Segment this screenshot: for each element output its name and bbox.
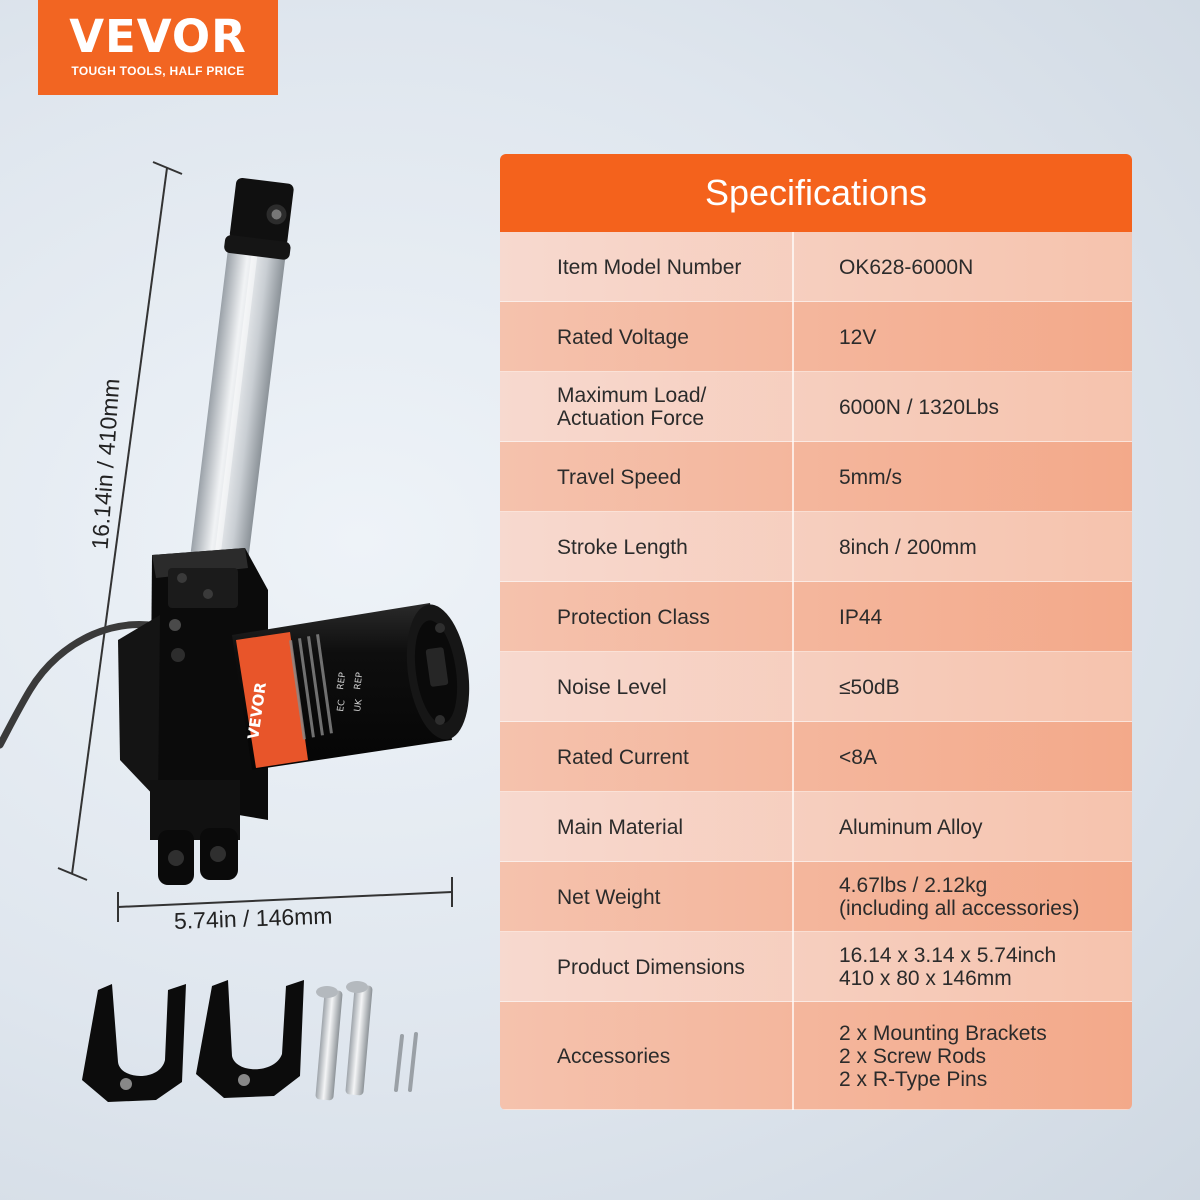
spec-row bbox=[500, 582, 1132, 652]
logo-wordmark: VEVOR bbox=[69, 10, 247, 63]
label-mark-rep: REP bbox=[336, 671, 349, 691]
spec-row bbox=[500, 232, 1132, 302]
spec-value-line: 4.67lbs / 2.12kg bbox=[839, 874, 988, 897]
spec-label-line: Rated Voltage bbox=[557, 325, 689, 349]
spec-row bbox=[500, 1002, 1132, 1110]
spec-value bbox=[794, 652, 1132, 722]
spec-label-line: Noise Level bbox=[557, 675, 667, 699]
width-dimension-label: 5.74in / 146mm bbox=[173, 902, 333, 934]
spec-value bbox=[794, 302, 1132, 372]
label-mark-rep-uk: REP bbox=[353, 671, 366, 691]
mounting-bracket-icon bbox=[82, 984, 186, 1102]
spec-label bbox=[500, 862, 794, 932]
spec-row bbox=[500, 512, 1132, 582]
spec-label bbox=[500, 932, 794, 1002]
spec-value-line: (including all accessories) bbox=[839, 897, 1080, 920]
spec-value-line: 2 x Mounting Brackets bbox=[839, 1021, 1047, 1045]
spec-label bbox=[500, 582, 794, 652]
spec-label-line: Main Material bbox=[557, 815, 684, 839]
label-mark-ec: EC bbox=[336, 699, 348, 713]
spec-value-line: 410 x 80 x 146mm bbox=[839, 967, 1012, 990]
spec-label-line: Stroke Length bbox=[557, 535, 688, 559]
spec-value bbox=[794, 792, 1132, 862]
spec-row bbox=[500, 862, 1132, 932]
spec-label-line: Net Weight bbox=[557, 885, 661, 909]
spec-value bbox=[794, 232, 1132, 302]
spec-value bbox=[794, 512, 1132, 582]
spec-row bbox=[500, 372, 1132, 442]
spec-value bbox=[794, 442, 1132, 512]
spec-label bbox=[500, 372, 794, 442]
actuator-rod bbox=[186, 177, 298, 564]
spec-value-line: IP44 bbox=[839, 605, 883, 629]
screw-rod-icon bbox=[315, 981, 373, 1101]
product-illustration bbox=[0, 0, 500, 1200]
spec-value bbox=[794, 1002, 1132, 1110]
label-mark-uk: UK bbox=[353, 698, 365, 713]
spec-value bbox=[794, 372, 1132, 442]
spec-label-line: Product Dimensions bbox=[557, 955, 745, 979]
spec-label-line: Rated Current bbox=[557, 745, 689, 769]
mounting-bracket-icon-2 bbox=[196, 980, 304, 1098]
logo-tagline: TOUGH TOOLS, HALF PRICE bbox=[71, 64, 245, 78]
specifications-table bbox=[500, 154, 1132, 1110]
spec-value-line: 2 x Screw Rods bbox=[839, 1044, 987, 1068]
spec-label-line: Accessories bbox=[557, 1044, 671, 1068]
spec-label-line: Maximum Load/ bbox=[557, 384, 707, 407]
actuator-motor bbox=[232, 600, 477, 770]
specifications-body bbox=[500, 232, 1132, 1110]
spec-label-line: Item Model Number bbox=[557, 255, 742, 279]
spec-row bbox=[500, 652, 1132, 722]
spec-label-line: Travel Speed bbox=[557, 465, 682, 489]
height-dimension-label: 16.14in / 410mm bbox=[86, 377, 125, 551]
spec-label bbox=[500, 232, 794, 302]
spec-label-line: Protection Class bbox=[557, 605, 710, 629]
spec-label bbox=[500, 652, 794, 722]
spec-value-line: 2 x R-Type Pins bbox=[839, 1067, 988, 1091]
spec-label bbox=[500, 792, 794, 862]
spec-row bbox=[500, 722, 1132, 792]
spec-label bbox=[500, 722, 794, 792]
spec-label bbox=[500, 1002, 794, 1110]
spec-label bbox=[500, 442, 794, 512]
spec-row bbox=[500, 442, 1132, 512]
spec-row bbox=[500, 302, 1132, 372]
spec-value-line: 5mm/s bbox=[839, 465, 902, 489]
specifications-title: Specifications bbox=[500, 154, 1132, 232]
spec-value-line: 12V bbox=[839, 325, 877, 349]
spec-value bbox=[794, 722, 1132, 792]
spec-label-line: Actuation Force bbox=[557, 407, 705, 430]
spec-value bbox=[794, 862, 1132, 932]
spec-value-line: 16.14 x 3.14 x 5.74inch bbox=[839, 944, 1057, 967]
r-type-pin-icon bbox=[396, 1034, 416, 1090]
spec-value-line: 8inch / 200mm bbox=[839, 535, 977, 559]
spec-label bbox=[500, 302, 794, 372]
spec-value-line: ≤50dB bbox=[839, 675, 900, 699]
spec-label bbox=[500, 512, 794, 582]
spec-row bbox=[500, 792, 1132, 862]
spec-row bbox=[500, 932, 1132, 1002]
spec-value bbox=[794, 582, 1132, 652]
motor-label-brand: VEVOR bbox=[244, 681, 270, 741]
spec-value-line: Aluminum Alloy bbox=[839, 815, 983, 839]
spec-value-line: 6000N / 1320Lbs bbox=[839, 395, 999, 419]
spec-value-line: <8A bbox=[839, 745, 877, 769]
spec-value bbox=[794, 932, 1132, 1002]
spec-value-line: OK628-6000N bbox=[839, 255, 974, 279]
